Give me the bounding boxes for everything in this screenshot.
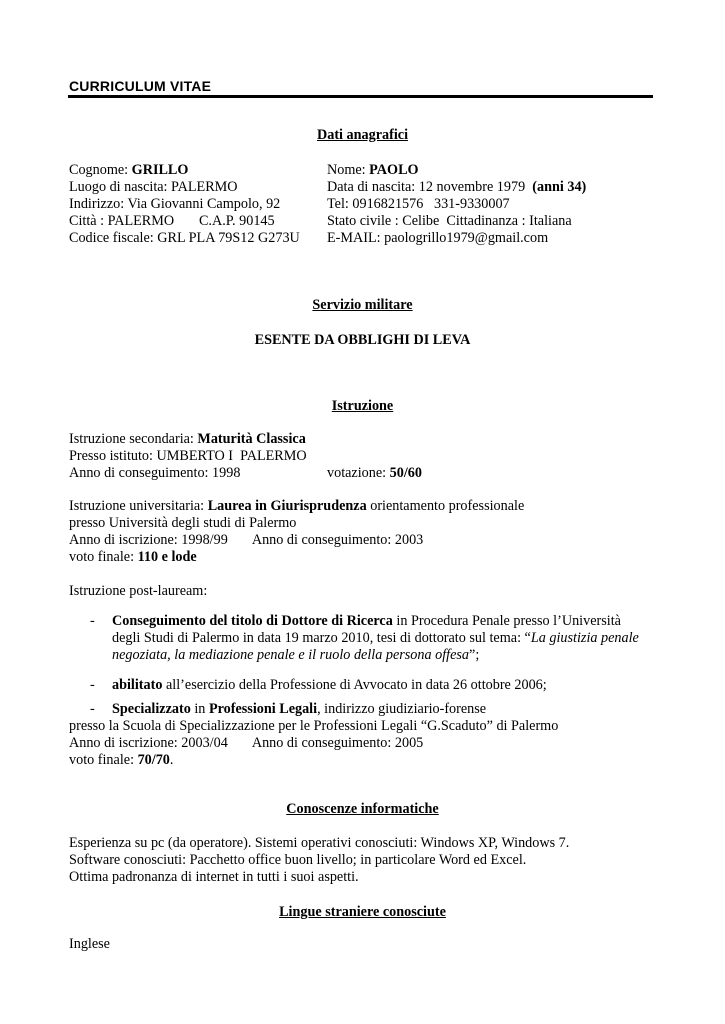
section-heading-militare: Servizio militare (312, 297, 413, 313)
votazione-sec: votazione: 50/60 (327, 465, 422, 481)
section-heading-istruzione: Istruzione (331, 398, 394, 414)
dottorato-line1: Conseguimento del titolo di Dottore di Ricerca in Procedura Penale presso l’Università (112, 613, 621, 629)
indirizzo: Indirizzo: Via Giovanni Campolo, 92 (69, 196, 281, 212)
section-heading-anagrafici: Dati anagrafici (316, 127, 409, 143)
document-title: CURRICULUM VITAE (69, 78, 212, 94)
militare-status: ESENTE DA OBBLIGHI DI LEVA (254, 332, 471, 348)
istituto: Presso istituto: UMBERTO I PALERMO (69, 448, 307, 464)
codice-fiscale: Codice fiscale: GRL PLA 79S12 G273U (69, 230, 300, 246)
data-nascita-line: Data di nascita: 12 novembre 1979 (anni 34) (327, 179, 587, 195)
bullet-dash: - (90, 613, 95, 629)
stato-civile: Stato civile : Celibe Cittadinanza : Italiana (327, 213, 572, 229)
specializzazione: Specializzato in Professioni Legali, indirizzo giudiziario-forense (112, 701, 487, 717)
telefono: Tel: 0916821576 331-9330007 (327, 196, 510, 212)
anno-conseguimento-sec: Anno di conseguimento: 1998 (69, 465, 241, 481)
informatica-line1: Esperienza su pc (da operatore). Sistemi operativi conosciuti: Windows XP, Windows 7. (69, 835, 570, 851)
scuola-specializzazione: presso la Scuola di Specializzazione per le Professioni Legali “G.Scaduto” di Palermo (69, 718, 559, 734)
citta-cap: Città : PALERMO C.A.P. 90145 (69, 213, 275, 229)
informatica-line2: Software conosciuti: Pacchetto office buon livello; in particolare Word ed Excel. (69, 852, 527, 868)
informatica-line3: Ottima padronanza di internet in tutti i suoi aspetti. (69, 869, 359, 885)
title-divider (68, 95, 653, 98)
voto-specializzazione: voto finale: 70/70. (69, 752, 174, 768)
voto-laurea: voto finale: 110 e lode (69, 549, 197, 565)
nome-line: Nome: PAOLO (327, 162, 419, 178)
cognome-line: Cognome: GRILLO (69, 162, 189, 178)
section-heading-lingue: Lingue straniere conosciute (279, 904, 446, 920)
bullet-dash: - (90, 677, 95, 693)
dottorato-line3: negoziata, la mediazione penale e il ruolo della persona offesa”; (112, 647, 480, 663)
anni-specializzazione: Anno di iscrizione: 2003/04 Anno di conseguimento: 2005 (69, 735, 424, 751)
istruzione-universitaria: Istruzione universitaria: Laurea in Giurisprudenza orientamento professionale (69, 498, 525, 514)
post-lauream-label: Istruzione post-lauream: (69, 583, 208, 599)
dottorato-line2: degli Studi di Palermo in data 19 marzo 2010, tesi di dottorato sul tema: “La giustizia penale (112, 630, 639, 646)
email: E-MAIL: paologrillo1979@gmail.com (327, 230, 549, 246)
universita: presso Università degli studi di Palermo (69, 515, 297, 531)
anni-universita: Anno di iscrizione: 1998/99 Anno di conseguimento: 2003 (69, 532, 424, 548)
istruzione-secondaria: Istruzione secondaria: Maturità Classica (69, 431, 306, 447)
abilitazione: abilitato all’esercizio della Professione di Avvocato in data 26 ottobre 2006; (112, 677, 547, 693)
section-heading-informatica: Conoscenze informatiche (286, 801, 439, 817)
luogo-nascita: Luogo di nascita: PALERMO (69, 179, 238, 195)
lingua-inglese: Inglese (69, 936, 110, 952)
bullet-dash: - (90, 701, 95, 717)
